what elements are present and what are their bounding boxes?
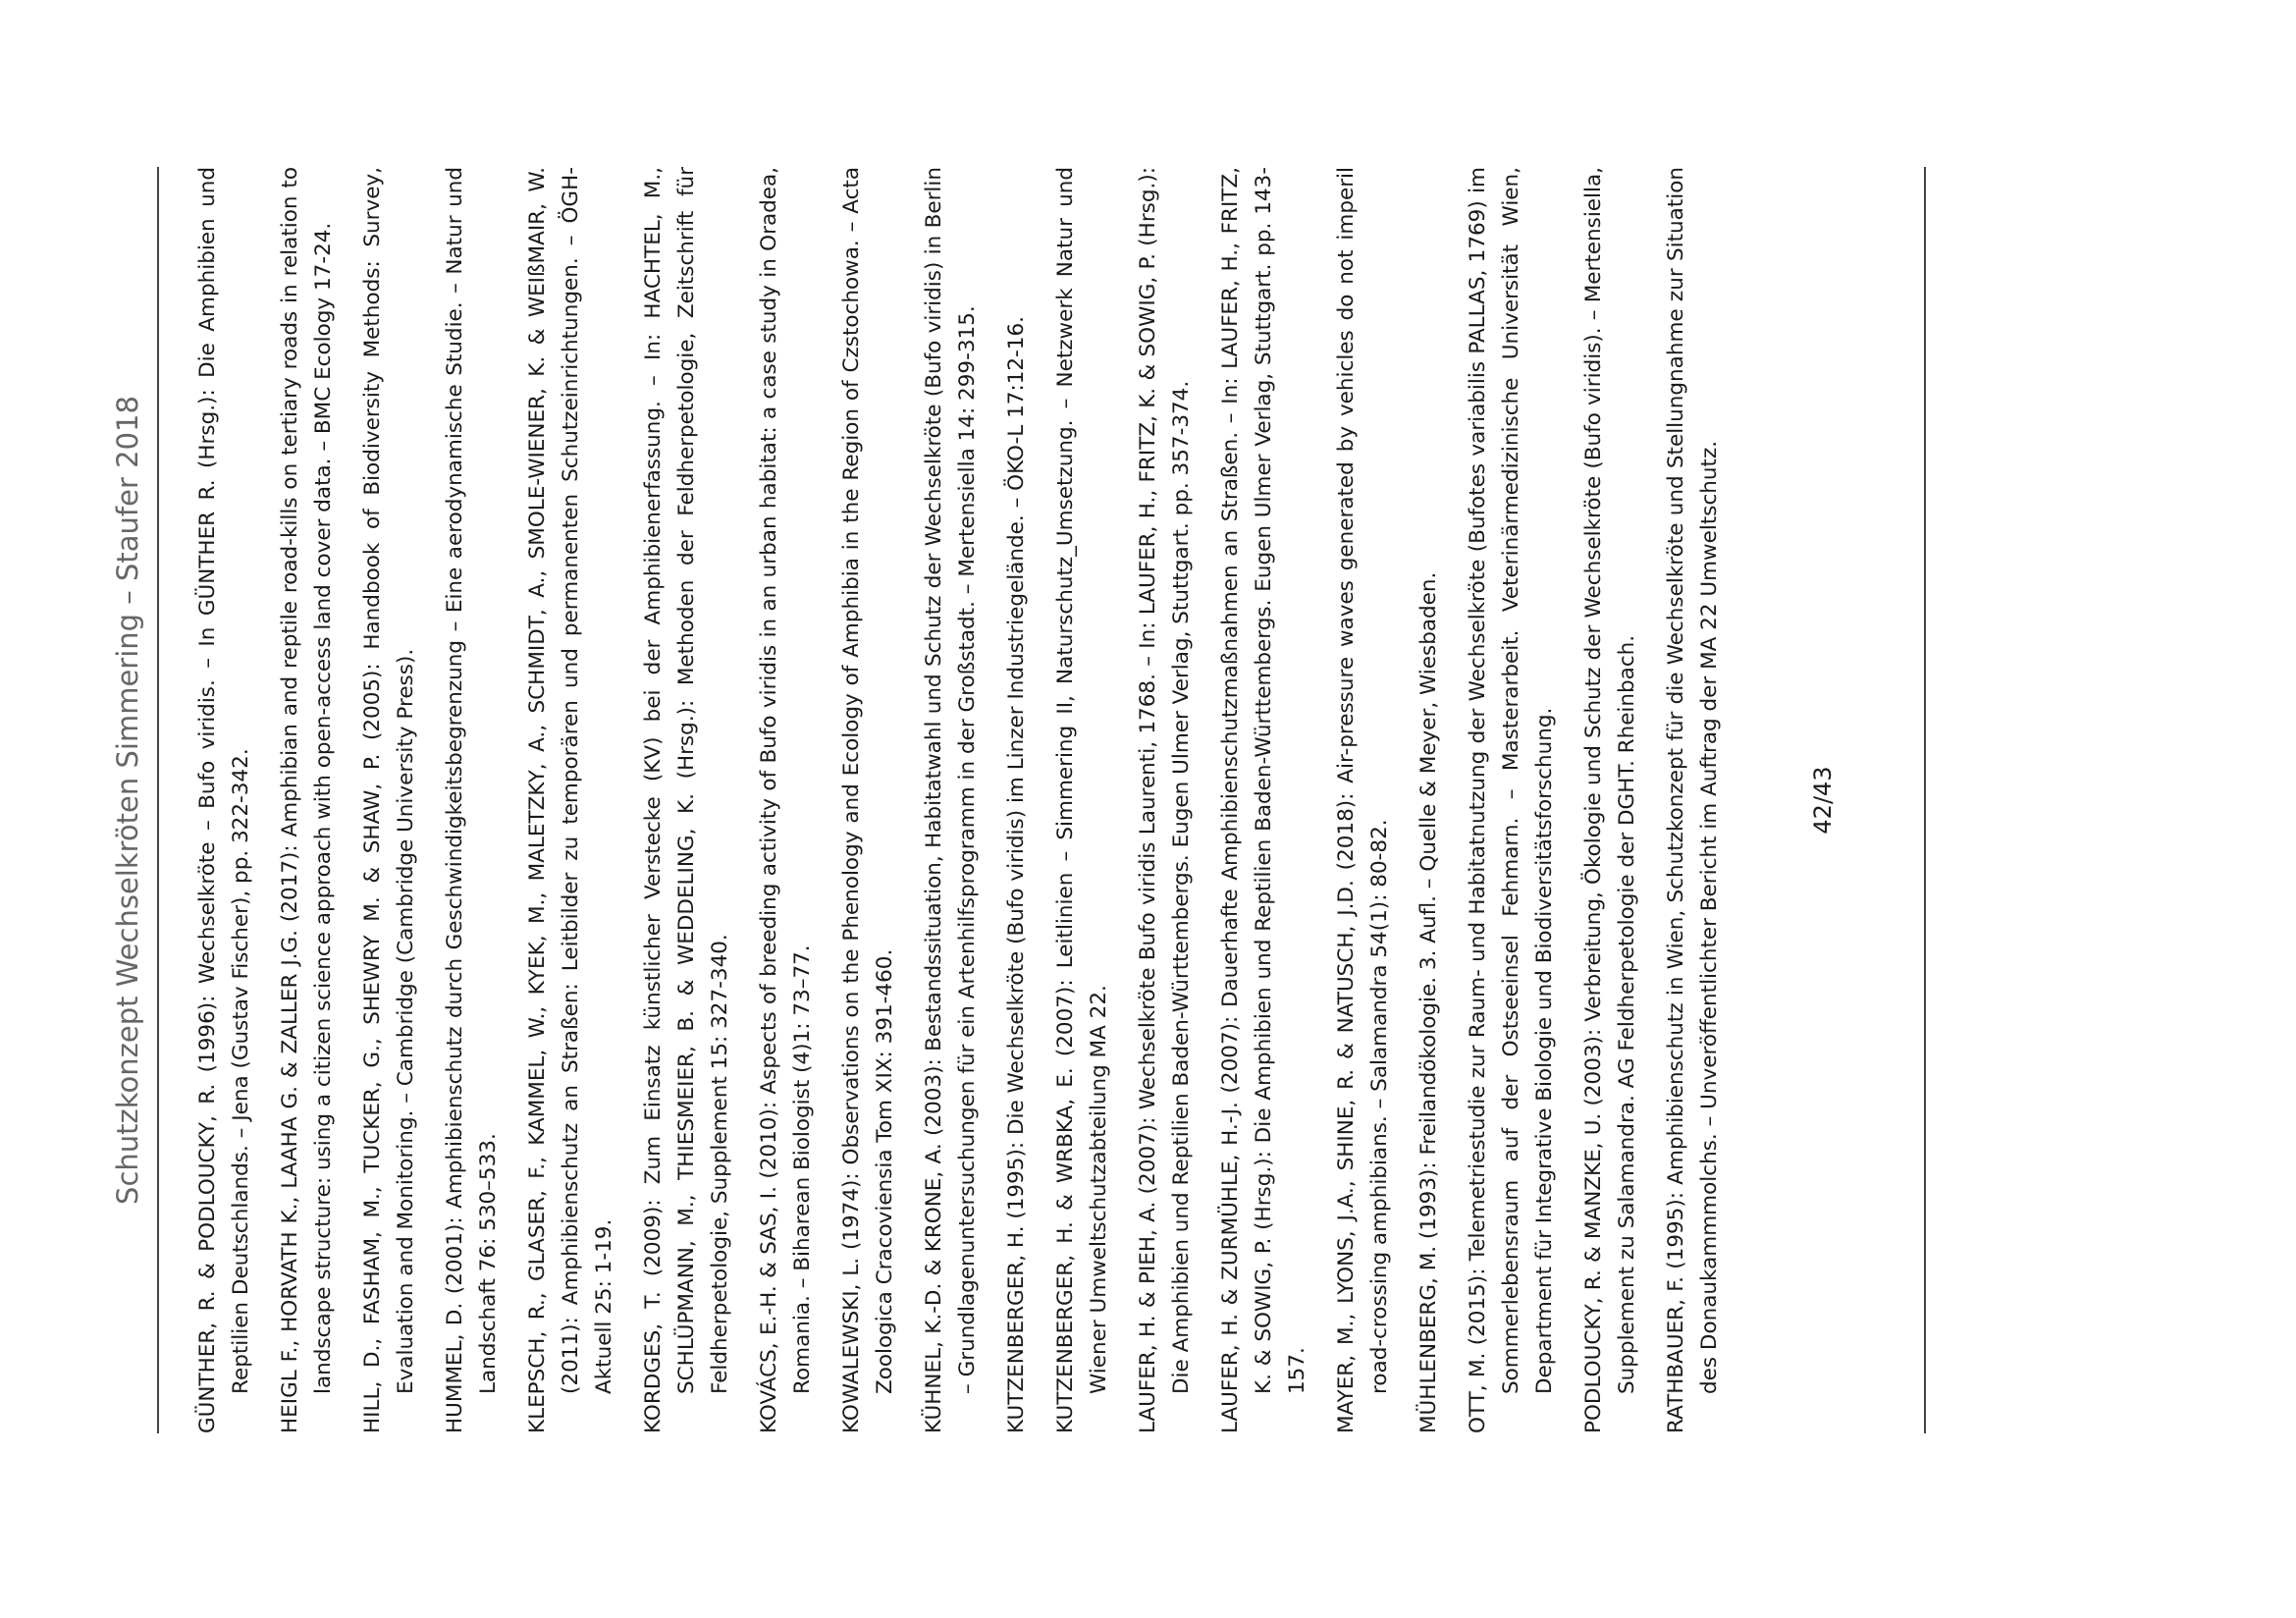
- reference-list: [191, 167, 1742, 1433]
- header-rule: [157, 167, 159, 1433]
- reference-entry: KOWALEWSKI, L. (1974): Observations on the Phenology and Ecology of Amphibia in the Region of Czstochowa. – Acta Zoologica Cracoviensia Tom XIX: 391-460.: [839, 167, 897, 1433]
- reference-entry: HEIGL F., HORVATH K., LAAHA G. & ZALLER J.G. (2017): Amphibian and reptile road-kills on tertiary roads in relation to landscape structure: using a citizen science approach with open-access land cover data. – BMC Ecology 17-24.: [278, 167, 336, 1433]
- running-header: Schutzkonzept Wechselkröten Simmering – Staufer 2018: [111, 396, 144, 1205]
- reference-entry: MAYER, M., LYONS, J.A., SHINE, R. & NATUSCH, J.D. (2018): Air-pressure waves generated by vehicles do not imperil road-crossing amphibians. – Salamandra 54(1): 80-82.: [1334, 167, 1392, 1433]
- reference-entry: PODLOUCKY, R. & MANZKE, U. (2003): Verbreitung, Ökologie und Schutz der Wechselkröte (Bufo viridis). – Mertensiella, Supplement zu Salamandra. AG Feldherpetologie der DGHT. Rheinbach.: [1581, 167, 1639, 1433]
- reference-entry: OTT, M. (2015): Telemetriestudie zur Raum- und Habitatnutzung der Wechselkröte (Bufotes variabilis PALLAS, 1769) im Sommerlebensraum auf der Ostseeinsel Fehmarn. – Masterarbeit. Veterinärmedizinische Universität Wien, Department für Integrative Biologie und Biodiversitätsforschung.: [1466, 167, 1557, 1433]
- reference-entry: HUMMEL, D. (2001): Amphibienschutz durch Geschwindigkeitsbegrenzung – Eine aerodynamische Studie. – Natur und Landschaft 76: 530–533.: [443, 167, 501, 1433]
- page-number: 42/43: [1809, 766, 1837, 835]
- reference-entry: GÜNTHER, R. & PODLOUCKY, R. (1996): Wechselkröte – Bufo viridis. – In GÜNTHER R. (Hrsg.): Die Amphibien und Reptilien Deutschlands. – Jena (Gustav Fischer), pp. 322-342.: [195, 167, 253, 1433]
- reference-entry: KÜHNEL, K.-D. & KRONE, A. (2003): Bestandssituation, Habitatwahl und Schutz der Wechselkröte (Bufo viridis) in Berlin – Grundlagenuntersuchungen für ein Artenhilfsprogramm in der Großstadt. – Mertensiella 14: 299-315.: [922, 167, 980, 1433]
- footer-rule: [1924, 167, 1926, 1433]
- reference-entry: LAUFER, H. & PIEH, A. (2007): Wechselkröte Bufo viridis Laurenti, 1768. – In: LAUFER, H., FRITZ, K. & SOWIG, P. (Hrsg.): Die Amphibien und Reptilien Baden-Württembergs. Eugen Ulmer Verlag, Stuttgart. pp. 357-374.: [1136, 167, 1194, 1433]
- reference-entry: HILL, D., FASHAM, M., TUCKER, G., SHEWRY M. & SHAW, P. (2005): Handbook of Biodiversity Methods: Survey, Evaluation and Monitoring. – Cambridge (Cambridge University Press).: [360, 167, 418, 1433]
- reference-entry: KLEPSCH, R., GLASER, F., KAMMEL, W., KYEK, M., MALETZKY, A., SCHMIDT, A., SMOLE-WIENER, K. & WEIßMAIR, W. (2011): Amphibienschutz an Straßen: Leitbilder zu temporären und permanenten Schutzeinrichtungen. – ÖGH-Aktuell 25: 1-19.: [525, 167, 616, 1433]
- reference-entry: RATHBAUER, F. (1995): Amphibienschutz in Wien, Schutzkonzept für die Wechselkröte und Stellungnahme zur Situation des Donaukammmolchs. – Unveröffentlichter Bericht im Auftrag der MA 22 Umweltschutz.: [1664, 167, 1722, 1433]
- reference-entry: KOVÁCS, E.-H. & SAS, I. (2010): Aspects of breeding activity of Bufo viridis in an urban habitat: a case study in Oradea, Romania. – Biharean Biologist (4)1: 73–77.: [757, 167, 815, 1433]
- reference-entry: KUTZENBERGER, H. (1995): Die Wechselkröte (Bufo viridis) im Linzer Industriegelände. – ÖKO-L 17:12-16.: [1004, 316, 1029, 1433]
- reference-entry: KUTZENBERGER, H. & WRBKA, E. (2007): Leitlinien – Simmering II, Naturschutz_Umsetzung. – Netzwerk Natur und Wiener Umweltschutzabteilung MA 22.: [1053, 167, 1111, 1433]
- rotated-page-content: [98, 167, 2199, 1433]
- reference-entry: MÜHLENBERG, M. (1993): Freilandökologie. 3. Aufl. – Quelle & Meyer, Wiesbaden.: [1416, 571, 1441, 1433]
- reference-entry: LAUFER, H. & ZURMÜHLE, H.-J. (2007): Dauerhafte Amphibienschutzmaßnahmen an Straßen. – In: LAUFER, H., FRITZ, K. & SOWIG, P. (Hrsg.): Die Amphibien und Reptilien Baden-Württembergs. Eugen Ulmer Verlag, Stuttgart. pp. 143-157.: [1218, 167, 1309, 1433]
- reference-entry: KORDGES, T. (2009): Zum Einsatz künstlicher Verstecke (KV) bei der Amphibienerfassung. – In: HACHTEL, M., SCHLÜPMANN, M., THIESMEIER, B. & WEDDELING, K. (Hrsg.): Methoden der Feldherpetologie, Zeitschrift für Feldherpetologie, Supplement 15: 327-340.: [641, 167, 732, 1433]
